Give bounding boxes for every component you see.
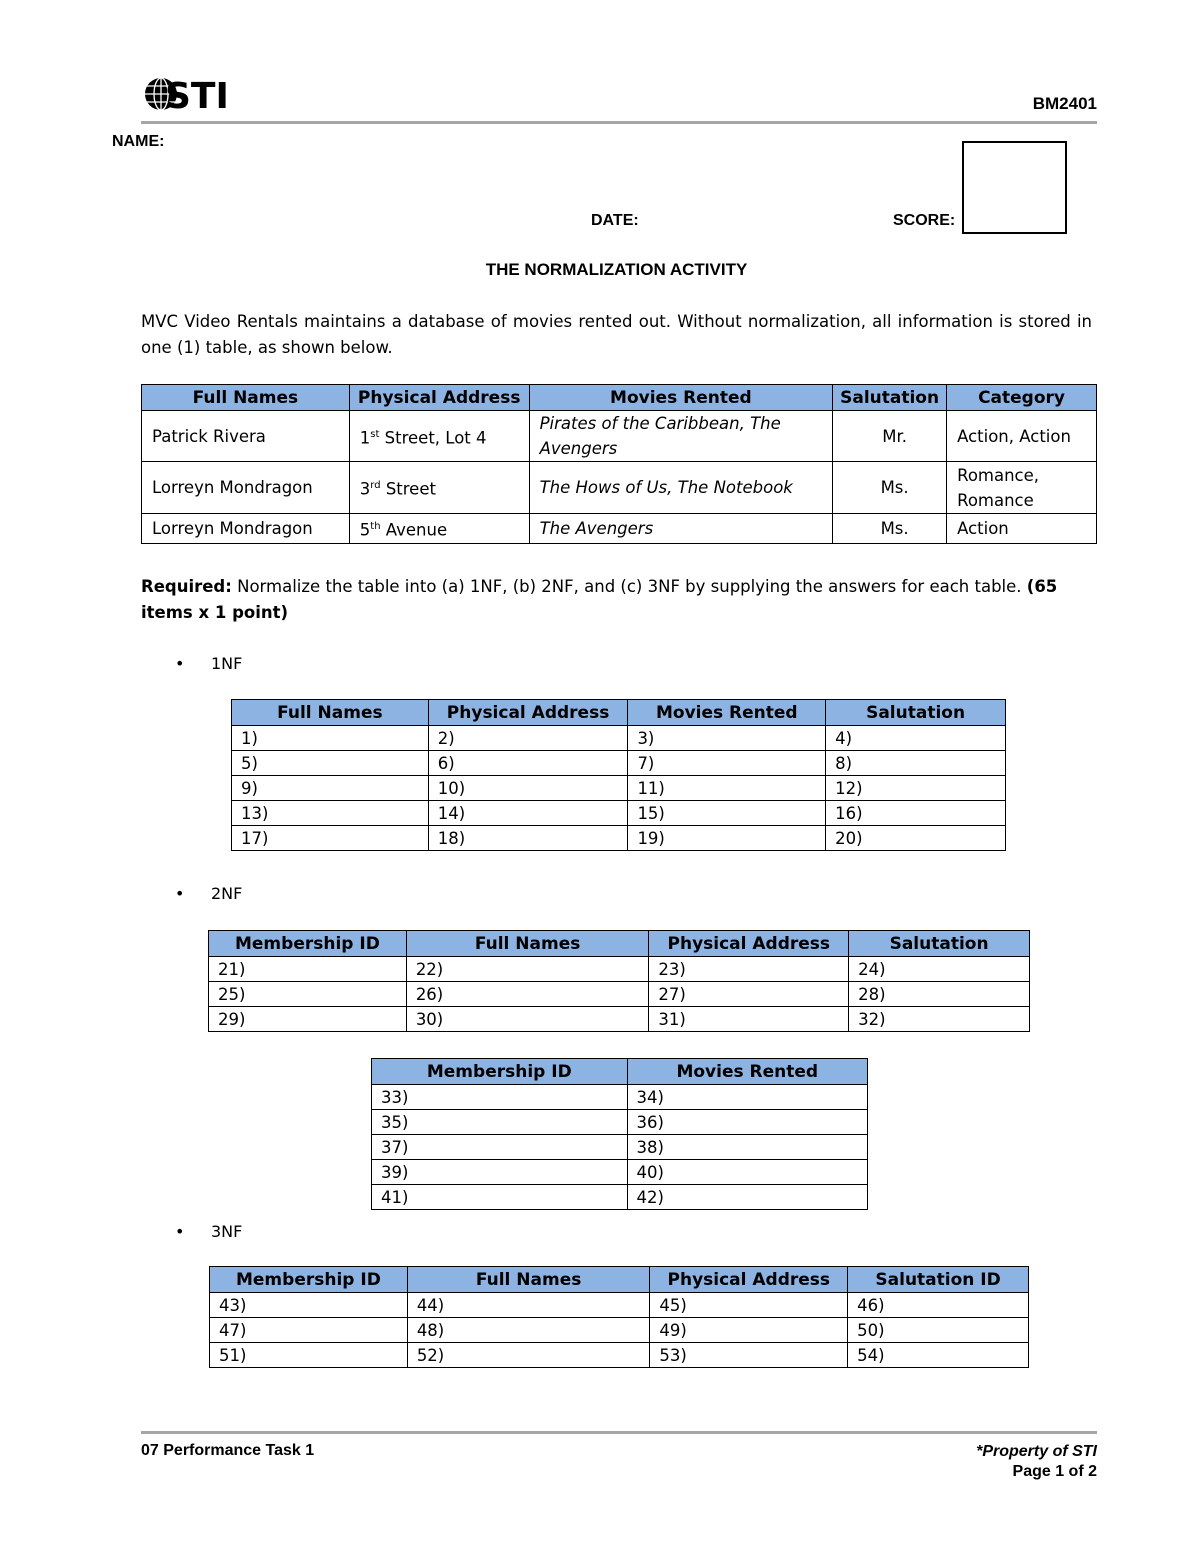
category-cell: Romance, Romance bbox=[947, 462, 1097, 514]
answer-cell[interactable]: 6) bbox=[428, 751, 628, 776]
table-header-row bbox=[210, 1267, 1029, 1293]
table-row bbox=[232, 726, 1006, 751]
table-3nf bbox=[209, 1266, 1029, 1368]
answer-cell[interactable]: 50) bbox=[848, 1318, 1029, 1343]
answer-cell[interactable]: 1) bbox=[232, 726, 429, 751]
address-cell: 1st Street, Lot 4 bbox=[349, 411, 529, 462]
table-row bbox=[142, 411, 1097, 462]
table-row bbox=[372, 1185, 868, 1210]
header-cell: Physical Address bbox=[428, 700, 628, 726]
answer-cell[interactable]: 18) bbox=[428, 826, 628, 851]
full-name-cell: Lorreyn Mondragon bbox=[142, 462, 350, 514]
answer-cell[interactable]: 47) bbox=[210, 1318, 408, 1343]
address-cell: 5th Avenue bbox=[349, 514, 529, 544]
answer-cell[interactable]: 5) bbox=[232, 751, 429, 776]
table-header-row bbox=[372, 1059, 868, 1085]
header-cell: Membership ID bbox=[372, 1059, 628, 1085]
svg-text:STI: STI bbox=[165, 76, 229, 114]
answer-cell[interactable]: 7) bbox=[628, 751, 826, 776]
table-row bbox=[372, 1160, 868, 1185]
table-row bbox=[142, 462, 1097, 514]
answer-cell[interactable]: 37) bbox=[372, 1135, 628, 1160]
header-rule bbox=[141, 121, 1097, 124]
table-row bbox=[232, 826, 1006, 851]
salutation-cell: Mr. bbox=[833, 411, 947, 462]
table-row bbox=[372, 1135, 868, 1160]
table-2nf-rentals bbox=[371, 1058, 868, 1210]
answer-cell[interactable]: 19) bbox=[628, 826, 826, 851]
table-row bbox=[232, 751, 1006, 776]
score-box[interactable] bbox=[962, 141, 1067, 234]
required-text: Normalize the table into (a) 1NF, (b) 2NF, and (c) 3NF by supplying the answers for each table. bbox=[231, 577, 1027, 596]
movies-cell: Pirates of the Caribbean, The Avengers bbox=[529, 411, 833, 462]
answer-cell[interactable]: 36) bbox=[627, 1110, 867, 1135]
table-row bbox=[209, 957, 1030, 982]
answer-cell[interactable]: 31) bbox=[649, 1007, 849, 1032]
answer-cell[interactable]: 52) bbox=[407, 1343, 650, 1368]
answer-cell[interactable]: 45) bbox=[650, 1293, 848, 1318]
header-cell: Physical Address bbox=[349, 385, 529, 411]
answer-cell[interactable]: 13) bbox=[232, 801, 429, 826]
header-cell: Movies Rented bbox=[628, 700, 826, 726]
answer-cell[interactable]: 23) bbox=[649, 957, 849, 982]
header-cell: Category bbox=[947, 385, 1097, 411]
full-name-cell: Lorreyn Mondragon bbox=[142, 514, 350, 544]
full-name-cell: Patrick Rivera bbox=[142, 411, 350, 462]
category-cell: Action bbox=[947, 514, 1097, 544]
answer-cell[interactable]: 42) bbox=[627, 1185, 867, 1210]
footer-task: 07 Performance Task 1 bbox=[141, 1442, 315, 1459]
answer-cell[interactable]: 32) bbox=[849, 1007, 1030, 1032]
answer-cell[interactable]: 26) bbox=[406, 982, 649, 1007]
header-cell: Physical Address bbox=[650, 1267, 848, 1293]
table-row bbox=[232, 776, 1006, 801]
header-cell: Full Names bbox=[406, 931, 649, 957]
header-cell: Salutation bbox=[849, 931, 1030, 957]
answer-cell[interactable]: 43) bbox=[210, 1293, 408, 1318]
answer-cell[interactable]: 21) bbox=[209, 957, 407, 982]
header-cell: Salutation bbox=[833, 385, 947, 411]
table-row bbox=[209, 982, 1030, 1007]
required-points: (65 items x 1 point) bbox=[141, 577, 1058, 622]
answer-cell[interactable]: 53) bbox=[650, 1343, 848, 1368]
table-header-row bbox=[232, 700, 1006, 726]
header-cell: Salutation bbox=[826, 700, 1006, 726]
answer-cell[interactable]: 29) bbox=[209, 1007, 407, 1032]
answer-cell[interactable]: 10) bbox=[428, 776, 628, 801]
answer-cell[interactable]: 30) bbox=[406, 1007, 649, 1032]
table-row bbox=[210, 1343, 1029, 1368]
footer-page-number: Page 1 of 2 bbox=[1012, 1463, 1097, 1480]
answer-cell[interactable]: 25) bbox=[209, 982, 407, 1007]
answer-cell[interactable]: 8) bbox=[826, 751, 1006, 776]
answer-cell[interactable]: 39) bbox=[372, 1160, 628, 1185]
sti-logo bbox=[143, 70, 233, 114]
answer-cell[interactable]: 51) bbox=[210, 1343, 408, 1368]
answer-cell[interactable]: 17) bbox=[232, 826, 429, 851]
bullet-2nf: • 2NF bbox=[175, 884, 243, 903]
answer-cell[interactable]: 49) bbox=[650, 1318, 848, 1343]
answer-cell[interactable]: 20) bbox=[826, 826, 1006, 851]
answer-cell[interactable]: 22) bbox=[406, 957, 649, 982]
header-cell: Membership ID bbox=[210, 1267, 408, 1293]
table-1nf bbox=[231, 699, 1006, 851]
score-label: SCORE: bbox=[893, 212, 956, 229]
table-header-row bbox=[209, 931, 1030, 957]
header-cell: Membership ID bbox=[209, 931, 407, 957]
header-cell: Movies Rented bbox=[529, 385, 833, 411]
answer-cell[interactable]: 48) bbox=[407, 1318, 650, 1343]
name-label: NAME: bbox=[112, 133, 165, 150]
category-cell: Action, Action bbox=[947, 411, 1097, 462]
answer-cell[interactable]: 24) bbox=[849, 957, 1030, 982]
header-cell: Full Names bbox=[407, 1267, 650, 1293]
movies-cell: The Hows of Us, The Notebook bbox=[529, 462, 833, 514]
table-row bbox=[232, 801, 1006, 826]
answer-cell[interactable]: 38) bbox=[627, 1135, 867, 1160]
answer-cell[interactable]: 33) bbox=[372, 1085, 628, 1110]
answer-cell[interactable]: 54) bbox=[848, 1343, 1029, 1368]
answer-cell[interactable]: 12) bbox=[826, 776, 1006, 801]
address-cell: 3rd Street bbox=[349, 462, 529, 514]
table-row bbox=[372, 1085, 868, 1110]
answer-cell[interactable]: 4) bbox=[826, 726, 1006, 751]
answer-cell[interactable]: 35) bbox=[372, 1110, 628, 1135]
required-label: Required: bbox=[141, 577, 232, 596]
header-cell: Physical Address bbox=[649, 931, 849, 957]
header-cell: Full Names bbox=[142, 385, 350, 411]
header-cell: Full Names bbox=[232, 700, 429, 726]
answer-cell[interactable]: 11) bbox=[628, 776, 826, 801]
table-row bbox=[142, 514, 1097, 544]
header-cell: Salutation ID bbox=[848, 1267, 1029, 1293]
movies-cell: The Avengers bbox=[529, 514, 833, 544]
answer-cell[interactable]: 40) bbox=[627, 1160, 867, 1185]
answer-cell[interactable]: 16) bbox=[826, 801, 1006, 826]
document-code: BM2401 bbox=[1032, 94, 1097, 113]
unnormalized-table bbox=[141, 384, 1097, 544]
table-row bbox=[209, 1007, 1030, 1032]
bullet-1nf: • 1NF bbox=[175, 654, 243, 673]
footer-rule bbox=[141, 1431, 1097, 1434]
answer-cell[interactable]: 15) bbox=[628, 801, 826, 826]
table-row bbox=[372, 1110, 868, 1135]
page-title: THE NORMALIZATION ACTIVITY bbox=[485, 260, 748, 279]
answer-cell[interactable]: 46) bbox=[848, 1293, 1029, 1318]
footer-property: *Property of STI bbox=[976, 1443, 1097, 1460]
footer-right bbox=[976, 1442, 1097, 1482]
table-header-row bbox=[142, 385, 1097, 411]
answer-cell[interactable]: 9) bbox=[232, 776, 429, 801]
answer-cell[interactable]: 14) bbox=[428, 801, 628, 826]
table-row bbox=[210, 1318, 1029, 1343]
table-2nf-members bbox=[208, 930, 1030, 1032]
date-label: DATE: bbox=[591, 212, 639, 229]
answer-cell[interactable]: 41) bbox=[372, 1185, 628, 1210]
header-cell: Movies Rented bbox=[627, 1059, 867, 1085]
table-row bbox=[210, 1293, 1029, 1318]
bullet-3nf: • 3NF bbox=[175, 1222, 243, 1241]
answer-cell[interactable]: 34) bbox=[627, 1085, 867, 1110]
answer-cell[interactable]: 3) bbox=[628, 726, 826, 751]
salutation-cell: Ms. bbox=[833, 514, 947, 544]
intro-paragraph: MVC Video Rentals maintains a database of movies rented out. Without normalization, all information is stored in one (1) table, as shown below. bbox=[141, 312, 1092, 357]
required-instructions bbox=[141, 574, 1092, 626]
salutation-cell: Ms. bbox=[833, 462, 947, 514]
answer-cell[interactable]: 2) bbox=[428, 726, 628, 751]
answer-cell[interactable]: 44) bbox=[407, 1293, 650, 1318]
answer-cell[interactable]: 28) bbox=[849, 982, 1030, 1007]
answer-cell[interactable]: 27) bbox=[649, 982, 849, 1007]
